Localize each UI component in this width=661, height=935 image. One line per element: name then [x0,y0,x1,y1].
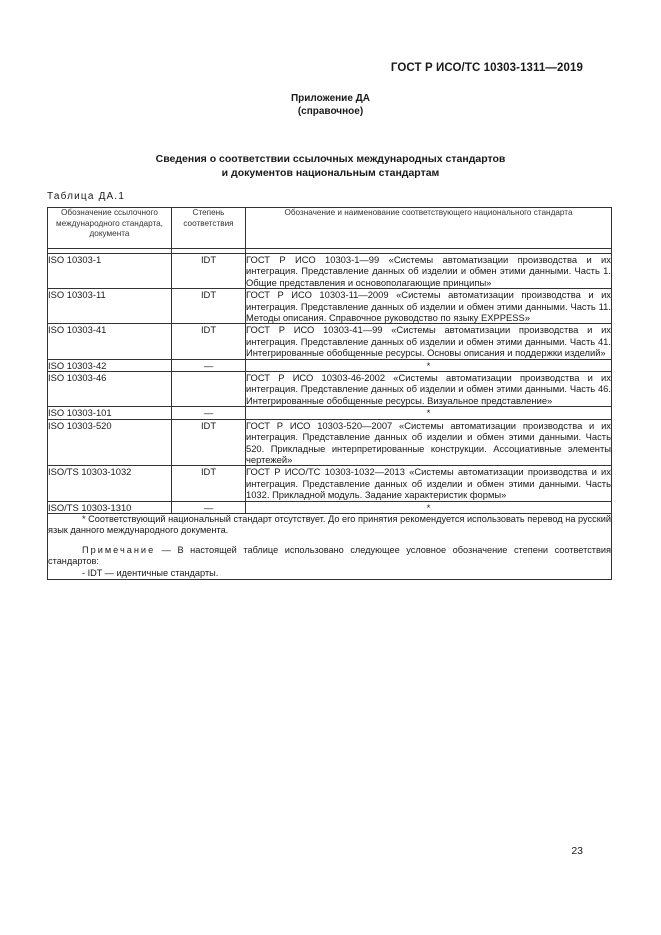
national-standard-cell: * [246,359,612,371]
national-standard-cell: ГОСТ Р ИСО 10303-1—99 «Системы автоматизации производства и их интеграция. Представление данных об изделии и обмен этими данными. Часть 1. Общие представления и основополагающие принципы» [246,254,611,288]
reference-standard-cell: ISO 10303-46 [48,372,172,407]
column-header-degree: Степень соответствия [172,208,246,249]
section-title-line-2: и документов национальным стандартам [221,166,440,179]
degree-cell: — [172,407,246,419]
degree-cell: IDT [172,419,246,466]
table-row [48,407,612,419]
reference-standard-cell: ISO 10303-11 [48,289,172,324]
table-row [48,359,612,371]
table-body [48,249,612,514]
degree-cell: IDT [172,289,246,324]
national-standard-cell: * [246,501,612,513]
reference-standard-cell: ISO/TS 10303-1310 [48,501,172,513]
column-header-reference: Обозначение ссылочного международного стандарта, документа [48,208,172,249]
national-standard-cell: ГОСТ Р ИСО 10303-46-2002 «Системы автоматизации производства и их интеграция. Представление данных об изделии и обмен этими данными. Часть 46. Интегрированные обобщенные ресурсы. Визуальное представление» [246,372,611,406]
annex-heading [0,92,661,118]
footnote: * Соответствующий национальный стандарт отсутствует. До его принятия рекомендуется использовать перевод на русский язык данного международного документа. [48,513,611,536]
section-title-line-1: Сведения о соответствии ссылочных международных стандартов [155,153,506,165]
national-standard-cell: ГОСТ Р ИСО 10303-11—2009 «Системы автоматизации производства и их интеграция. Представление данных об изделии и обмен этими данными. Часть 11. Методы описания. Справочное руководство по языку EXPPESS» [246,289,611,324]
degree-cell: IDT [172,324,246,359]
table-row [48,324,612,359]
page-number: 23 [571,845,583,857]
reference-standard-cell: ISO 10303-1 [48,254,172,289]
national-standard-cell: ГОСТ Р ИСО/ТС 10303-1032—2013 «Системы автоматизации производства и их интеграция. Представление данных об изделии и обмен этими данными. Часть 1032. Прикладной модуль. Задание характеристик формы» [246,466,611,501]
table-note [48,545,611,568]
column-header-national: Обозначение и наименование соответствующего национального стандарта [246,208,612,249]
degree-cell: IDT [172,254,246,289]
reference-standard-cell: ISO 10303-41 [48,324,172,359]
annex-type: (справочное) [297,106,364,117]
table-row [48,372,612,407]
table-header-row [48,208,612,249]
correspondence-table [47,207,612,580]
national-standard-cell: ГОСТ Р ИСО 10303-520—2007 «Системы автоматизации производства и их интеграция. Представление данных об изделии и обмен этими данными. Часть 520. Прикладные интерпретированные конструкции. Ассоциативные элементы чертежей» [246,419,611,465]
notes-row [48,513,612,579]
note-text: — В настоящей таблице использовано следующее условное обозначение степени соответствия стандартов: [48,544,611,567]
document-header: ГОСТ Р ИСО/ТС 10303-1311—2019 [390,62,583,74]
degree-cell [172,372,246,407]
table-row [48,254,612,289]
reference-standard-cell: ISO/TS 10303-1032 [48,466,172,501]
reference-standard-cell: ISO 10303-101 [48,407,172,419]
section-title [0,153,661,180]
reference-standard-cell: ISO 10303-520 [48,419,172,466]
notes-cell [48,513,612,579]
table-caption: Таблица ДА.1 [47,191,126,202]
note-item: - IDT — идентичные стандарты. [82,567,219,578]
table-row [48,466,612,501]
degree-cell: IDT [172,466,246,501]
national-standard-cell: * [246,407,612,419]
table-row [48,289,612,324]
national-standard-cell: ГОСТ Р ИСО 10303-41—99 «Системы автоматизации производства и их интеграция. Представление данных об изделии и обмен этими данными. Часть 41. Интегрированные обобщенные ресурсы. Основы описания и поддержки изделий» [246,324,611,359]
note-lead: Примечание [82,544,156,555]
table-row [48,501,612,513]
degree-cell: — [172,501,246,513]
table-row [48,419,612,466]
degree-cell: — [172,359,246,371]
annex-title: Приложение ДА [290,93,371,104]
reference-standard-cell: ISO 10303-42 [48,359,172,371]
